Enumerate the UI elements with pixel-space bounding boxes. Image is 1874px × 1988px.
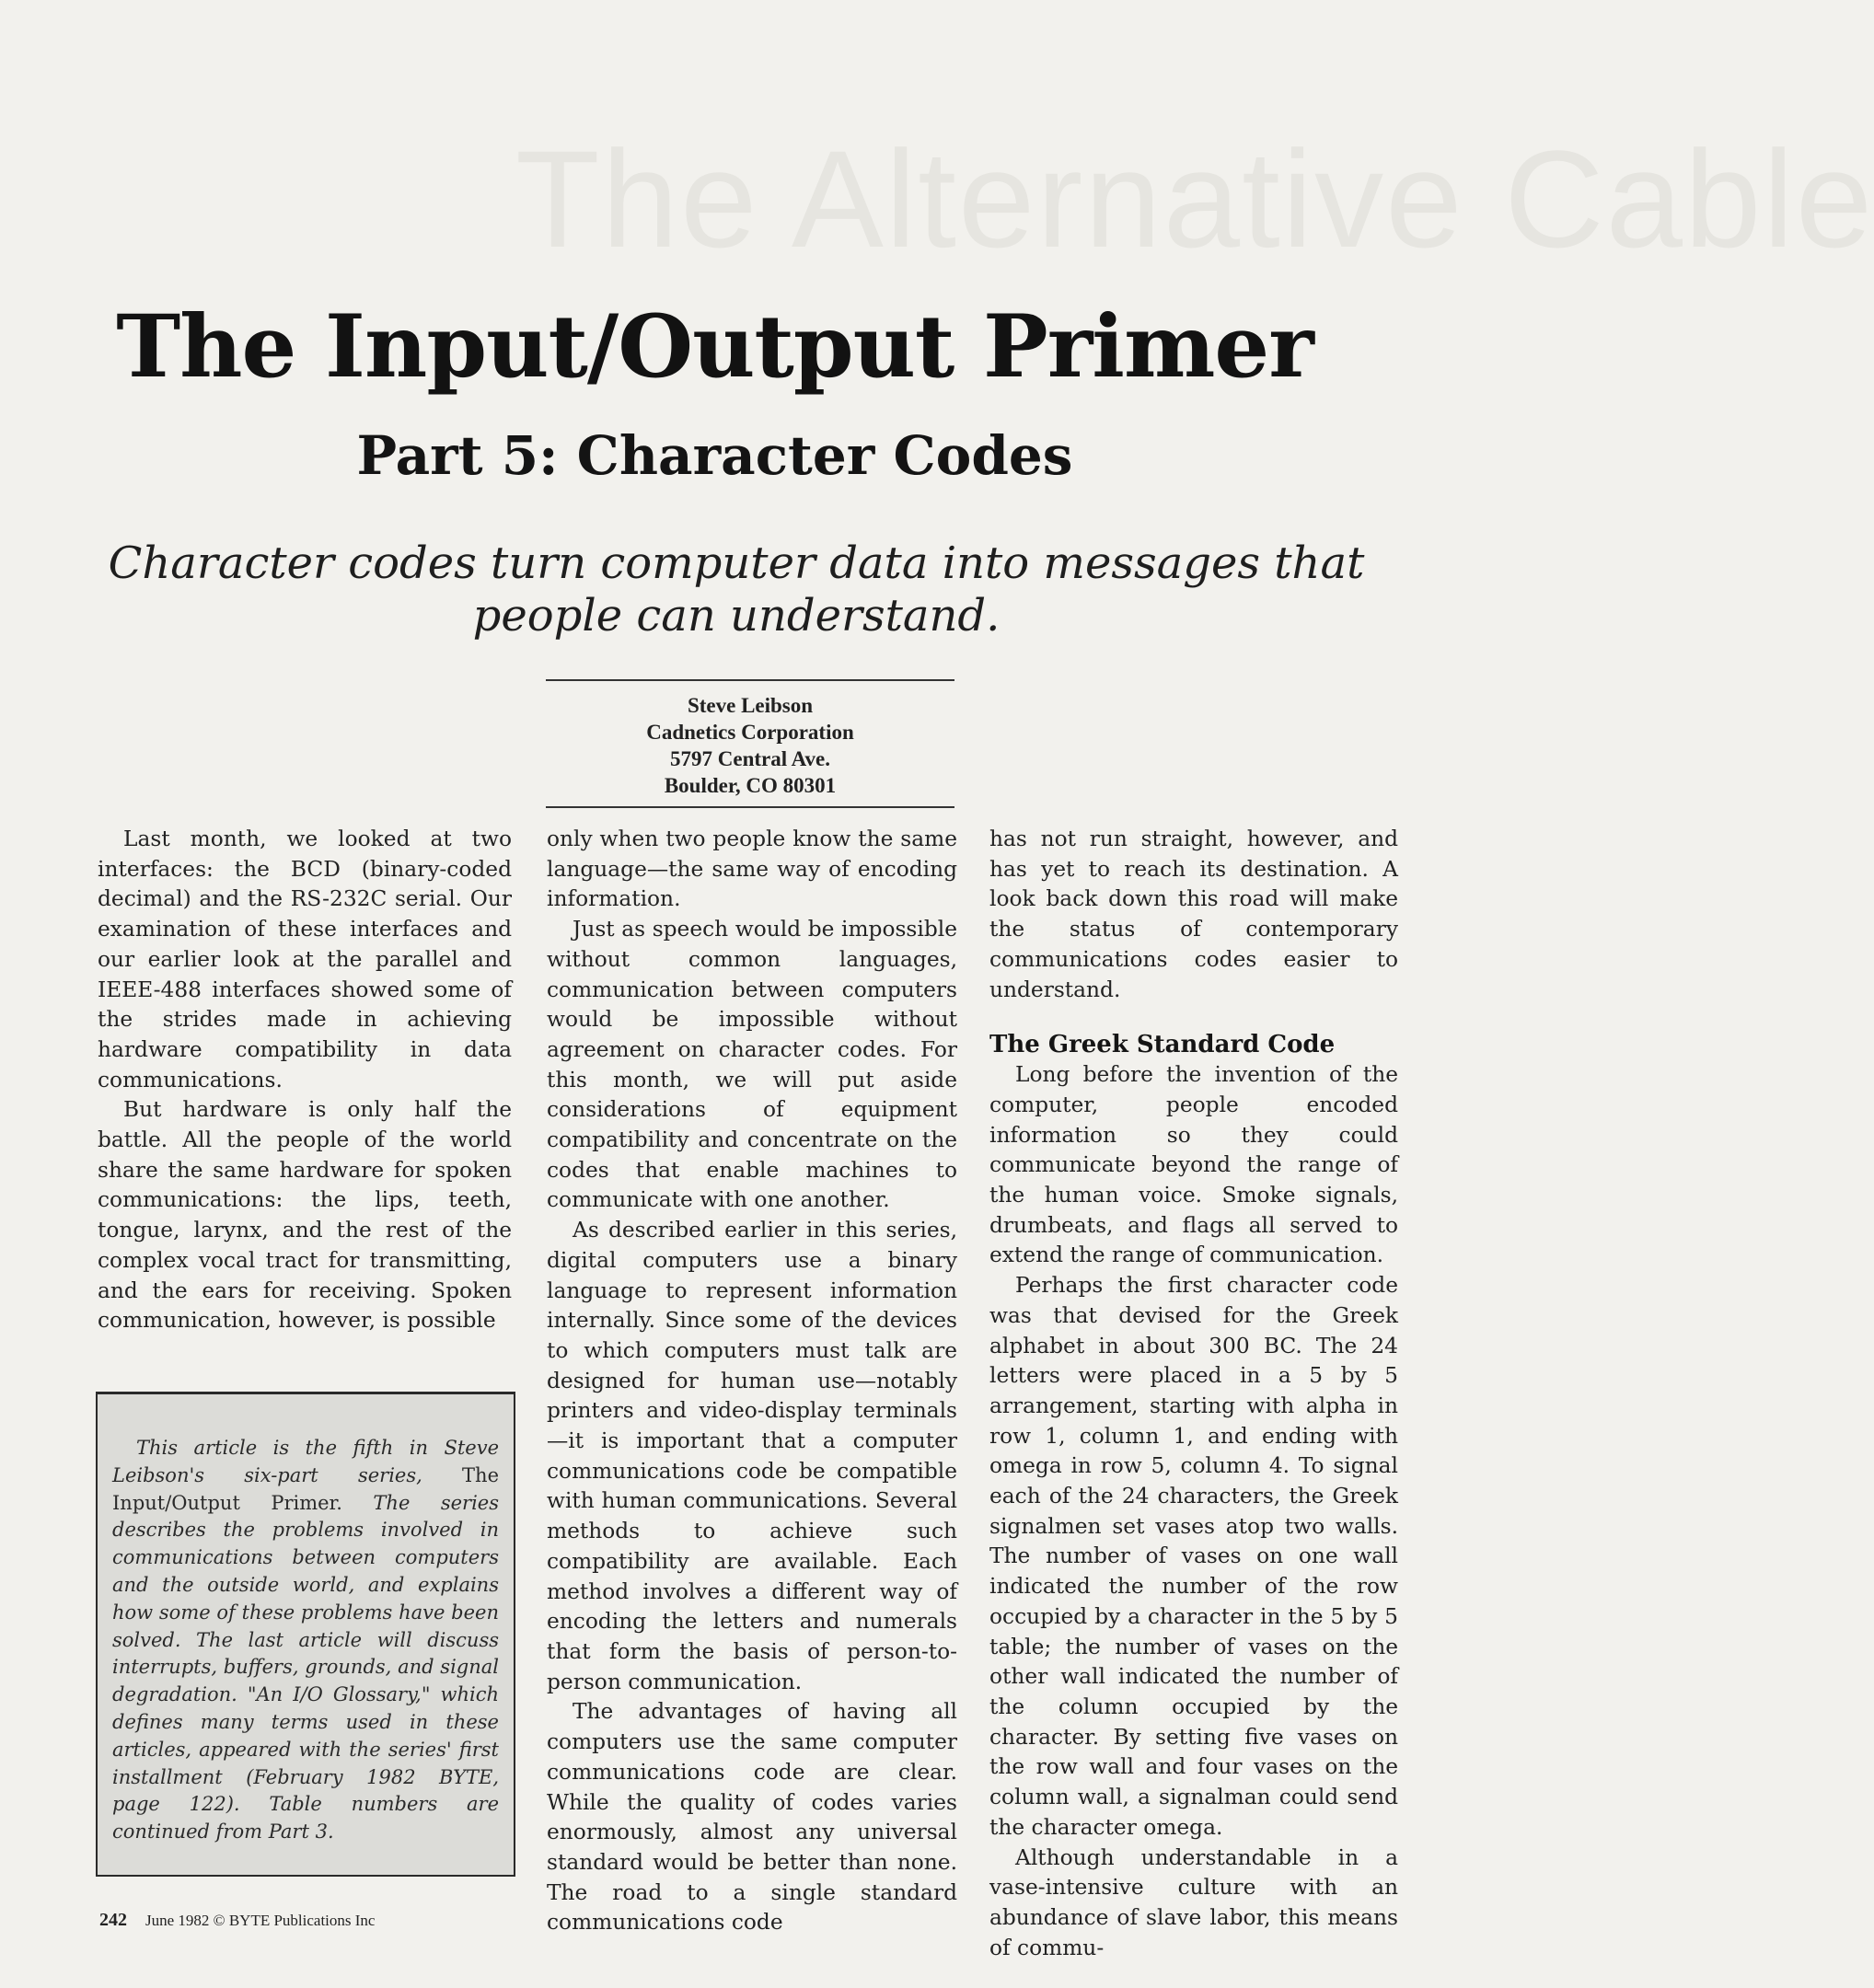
page-footer [99, 1910, 375, 1931]
author-name: Steve Leibson [687, 694, 814, 717]
paragraph: As described earlier in this series, digital computers use a binary language to represent information internally. Since some of the devices to which computers must talk are designed for human use—notably printers and video-display terminals—it is important that a computer communications code be compatible with human communications. Several methods to achieve such compatibility are available. Each method involves a different way of encoding the letters and numerals that form the basis of person-to-person communication. [547, 1218, 957, 1694]
show-through-title: The Alternative Cable [515, 121, 1874, 276]
paragraph: But hardware is only half the battle. All the people of the world share the same hardware for spoken communications: the lips, teeth, tongue, larynx, and the rest of the complex vocal tract for transmitting, and the ears for receiving. Spoken communication, however, is possible [98, 1097, 512, 1334]
author-byline [546, 679, 954, 808]
paragraph: has not run straight, however, and has yet to reach its destination. A look back down this road will make the status of contemporary communications codes easier to understand. [989, 826, 1398, 1002]
paragraph: The advantages of having all computers use the same computer communications code are clear. While the quality of codes varies enormously, almost any universal standard would be better than none. The road to a single standard communications code [547, 1699, 957, 1936]
author-city: Boulder, CO 80301 [664, 774, 837, 797]
paragraph: Last month, we looked at two interfaces: the BCD (binary-coded decimal) and the RS-232C serial. Our examination of these interfaces and our earlier look at the parallel and IEEE-488 interfaces showed some of the strides made in achieving hardware compatibility in data communications. [98, 826, 512, 1092]
section-heading: The Greek Standard Code [989, 1031, 1336, 1059]
text-column-3 [989, 825, 1398, 1963]
article-title: The Input/Output Primer [116, 296, 1313, 398]
issue-credit: June 1982 © BYTE Publications Inc [145, 1912, 376, 1929]
paragraph: Just as speech would be impossible without common languages, communication between computers would be impossible without agreement on character codes. For this month, we will put aside considerations of equipment compatibility and concentrate on the codes that enable machines to communicate with one another. [547, 917, 957, 1213]
author-company: Cadnetics Corporation [646, 721, 854, 744]
series-note-part1: This article is the fifth in Steve Leibson's six-part series, [112, 1437, 499, 1486]
paragraph: Perhaps the first character code was that devised for the Greek alphabet in about 300 BC. The 24 letters were placed in a 5 by 5 arrangement, starting with alpha in row 1, column 1, and ending with omega in row 5, column 4. To signal each of the 24 characters, the Greek signalmen set vases atop two walls. The number of vases on one wall indicated the number of the row occupied by a character in the 5 by 5 table; the number of vases on the other wall indicated the number of the column occupied by the character. By setting five vases on the row wall and four vases on the column wall, a signalman could send the character omega. [989, 1273, 1398, 1840]
series-note-text [112, 1435, 499, 1846]
page-number: 242 [99, 1910, 127, 1930]
series-note-part2: The series describes the problems involved in communications between computers and the outside world, and explains how some of these problems have been solved. The last article will discuss interrupts, buffers, grounds, and signal degradation. "An I/O Glossary," which defines many terms used in these articles, appeared with the series' first installment (February 1982 BYTE, page 122). Table numbers are continued from Part 3. [112, 1491, 499, 1844]
paragraph: only when two people know the same language—the same way of encoding information. [547, 826, 957, 912]
article-deck: Character codes turn computer data into messages that people can understand. [108, 537, 1365, 641]
series-title: The Input/Output Primer. [112, 1463, 499, 1514]
article-subtitle: Part 5: Character Codes [356, 424, 1073, 487]
paragraph: Long before the invention of the computer, people encoded information so they could communicate beyond the range of the human voice. Smoke signals, drumbeats, and flags all served to extend the range of communication. [989, 1062, 1398, 1268]
text-column-2 [547, 825, 957, 1938]
series-note-box [96, 1392, 515, 1877]
author-street: 5797 Central Ave. [670, 747, 830, 770]
paragraph: Although understandable in a vase-intensive culture with an abundance of slave labor, this means of commu- [989, 1844, 1398, 1960]
text-column-1 [98, 825, 512, 1336]
